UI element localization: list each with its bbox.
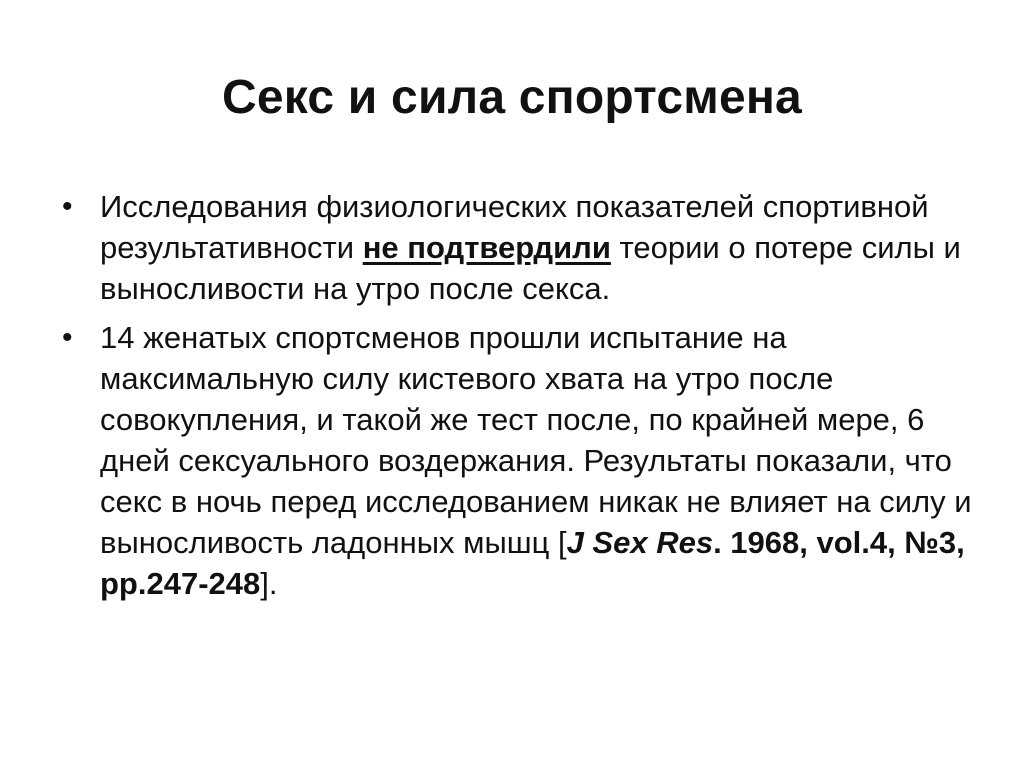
- citation-details: . 1968, vol.4, №3, pp.247-248: [100, 525, 965, 601]
- citation-journal: J Sex Res: [566, 525, 714, 560]
- bullet-list: [58, 186, 988, 612]
- bullet-item-2: [58, 317, 988, 604]
- bullet-2-text-after: ].: [260, 566, 278, 601]
- bullet-marker: •: [62, 321, 73, 354]
- bullet-1-text-after: теории о потере силы и выносливости на утро после секса.: [100, 230, 961, 306]
- bullet-1-text-before: Исследования физиологических показателей спортивной результативности: [100, 189, 929, 265]
- bullet-marker: •: [62, 190, 73, 223]
- slide-title: Секс и сила спортсмена: [222, 71, 802, 124]
- bullet-1-emphasis: не подтвердили: [362, 230, 611, 265]
- bullet-2-text-before: 14 женатых спортсменов прошли испытание на максимальную силу кистевого хвата на утро после совокупления, и такой же тест после, по крайней мере, 6 дней сексуального воздержания. Результаты показали, что секс в ночь перед исследованием никак не влияет на силу и выносливость ладонных мышц [: [100, 320, 972, 560]
- bullet-item-1: [58, 186, 988, 309]
